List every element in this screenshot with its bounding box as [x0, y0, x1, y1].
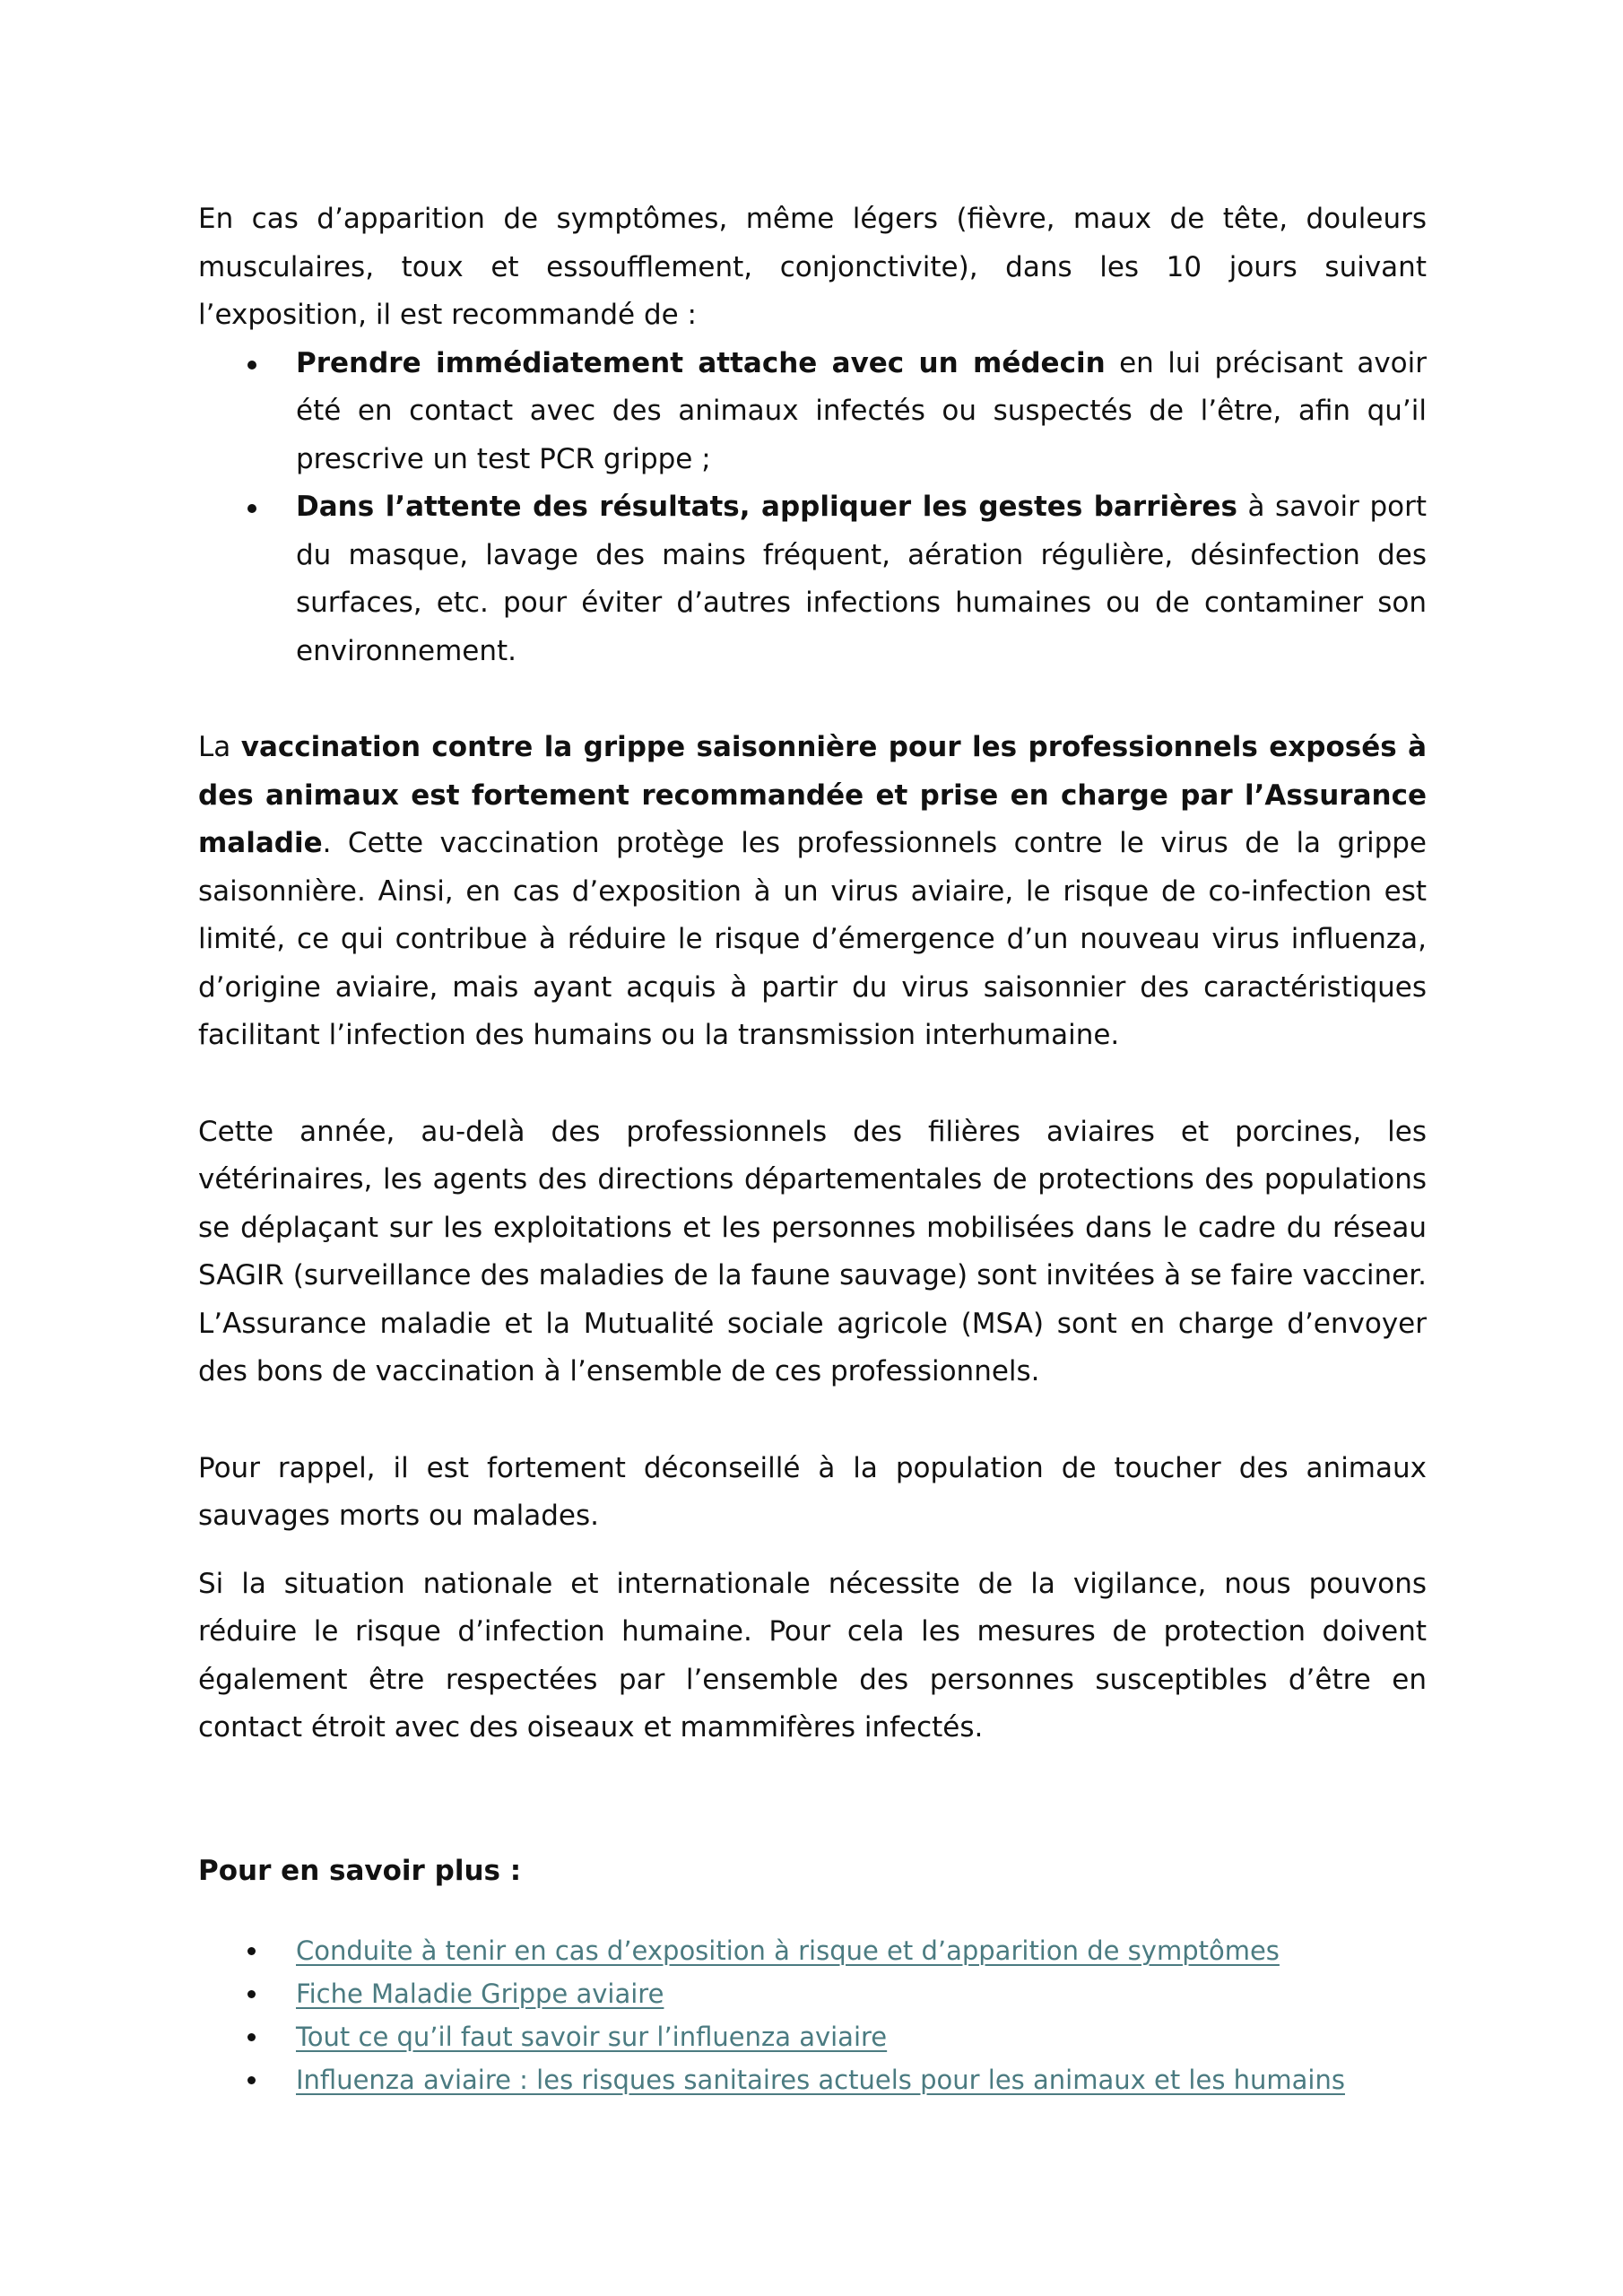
list-item: [198, 1929, 1427, 1972]
document-page: [198, 196, 1427, 2101]
list-item: [198, 340, 1427, 484]
vaccination-paragraph: [198, 724, 1427, 1060]
link-risques-sanitaires[interactable]: Influenza aviaire : les risques sanitaires actuels pour les animaux et les humains: [296, 2065, 1345, 2095]
link-conduite-a-tenir[interactable]: Conduite à tenir en cas d’exposition à risque et d’apparition de symptômes: [296, 1935, 1280, 1966]
list-item: [198, 483, 1427, 675]
recommendations-list: [198, 340, 1427, 676]
recommendation-bold: Prendre immédiatement attache avec un médecin: [296, 346, 1106, 379]
this-year-paragraph: Cette année, au-delà des professionnels des filières aviaires et porcines, les vétérinaires, les agents des directions départementales de protections des populations se déplaçant sur les exploitations et les personnes mobilisées dans le cadre du réseau SAGIR (surveillance des maladies de la faune sauvage) sont invitées à se faire vacciner. L’Assurance maladie et la Mutualité sociale agricole (MSA) sont en charge d’envoyer des bons de vaccination à l’ensemble de ces professionnels.: [198, 1115, 1427, 1387]
list-item: [198, 1972, 1427, 2015]
link-tout-savoir-influenza[interactable]: Tout ce qu’il faut savoir sur l’influenza aviaire: [296, 2022, 888, 2052]
more-info-heading: Pour en savoir plus :: [198, 1854, 522, 1887]
vaccination-bold: vaccination contre la grippe saisonnière pour les professionnels exposés à des animaux est fortement recommandée et prise en charge par l’Assurance maladie: [198, 731, 1428, 859]
intro-paragraph: En cas d’apparition de symptômes, même légers (fièvre, maux de tête, douleurs musculaires, toux et essoufflement, conjonctivite), dans les 10 jours suivant l’exposition, il est recommandé de :: [198, 203, 1427, 331]
reminder-paragraph: Pour rappel, il est fortement déconseillé à la population de toucher des animaux sauvages morts ou malades.: [198, 1451, 1427, 1532]
recommendation-text: à savoir port du masque, lavage des mains fréquent, aération régulière, désinfection des surfaces, etc. pour éviter d’autres infections humaines ou de contaminer son environnement.: [296, 491, 1428, 667]
situation-paragraph: Si la situation nationale et internationale nécessite de la vigilance, nous pouvons réduire le risque d’infection humaine. Pour cela les mesures de protection doivent également être respectées par l’ensemble des personnes susceptibles d’être en contact étroit avec des oiseaux et mammifères infectés.: [198, 1567, 1427, 1744]
recommendation-text: en lui précisant avoir été en contact avec des animaux infectés ou suspectés de l’être, afin qu’il prescrive un test PCR grippe ;: [296, 346, 1427, 475]
recommendation-bold: Dans l’attente des résultats, appliquer les gestes barrières: [296, 491, 1237, 523]
vaccination-lead: La: [198, 731, 241, 763]
more-info-links: [198, 1929, 1427, 2101]
vaccination-text: . Cette vaccination protège les professionnels contre le virus de la grippe saisonnière. Ainsi, en cas d’exposition à un virus aviaire, le risque de co-infection est limité, ce qui contribue à réduire le risque d’émergence d’un nouveau virus influenza, d’origine aviaire, mais ayant acquis à partir du virus saisonnier des caractéristiques facilitant l’infection des humains ou la transmission interhumaine.: [198, 827, 1427, 1051]
link-fiche-maladie[interactable]: Fiche Maladie Grippe aviaire: [296, 1979, 664, 2009]
list-item: [198, 2015, 1427, 2058]
list-item: [198, 2058, 1427, 2101]
